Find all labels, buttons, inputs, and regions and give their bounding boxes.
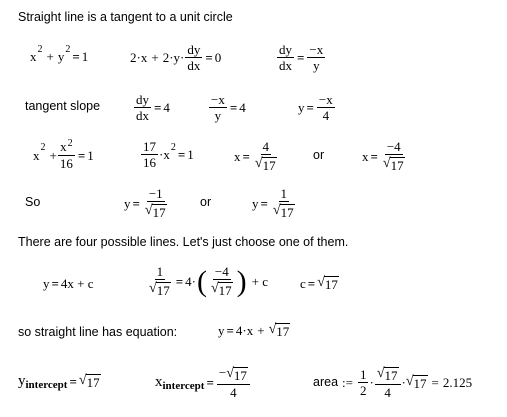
y-positive-solution: y = 1 √ 17 <box>252 186 294 220</box>
substituted-circle: x 2 + $\frac{x^2}{16}$ = 1 <box>33 138 94 171</box>
c-value: c = √ 17 <box>300 275 338 292</box>
slope-equals-four: $\frac{dy}{dx}$ = 4 <box>136 92 170 123</box>
tangent-slope-label: tangent slope <box>25 99 101 113</box>
final-line-equation: y = 4·x + √ 17 <box>218 322 290 339</box>
slope-expression: $\frac{dy}{dx}$ = $\frac{-x}{y}$ <box>279 42 324 73</box>
x-positive-solution: x = 4 √ 17 <box>234 139 276 173</box>
line-equation-label: so straight line has equation: <box>18 325 178 339</box>
combined-equation: $\frac{17}{16}$ · x 2 = 1 <box>143 139 194 170</box>
x-negative-solution: x = −4 √ 17 <box>362 139 404 173</box>
y-intercept: y intercept = √ 17 <box>18 373 100 392</box>
line-general-form: y = 4x + c <box>43 276 94 291</box>
solve-for-c: 1 √ 17 = 4· ( −4 √ 17 ) + c <box>149 264 268 298</box>
worksheet-title: Straight line is a tangent to a unit circle <box>18 10 233 24</box>
x-intercept: x intercept = − √ 17 4 <box>155 366 251 399</box>
four-lines-note: There are four possible lines. Let's just choose one of them. <box>18 235 349 249</box>
implicit-derivative: 2·x + 2·y · $\frac{dy}{dx}$ = 0 <box>130 42 222 73</box>
y-equals-neg-x-over-four: y = $\frac{-x}{4}$ <box>298 92 333 123</box>
or-label: or <box>313 148 325 162</box>
so-label: So <box>25 195 41 209</box>
neg-x-over-y-equals-four: $\frac{-x}{y}$ = 4 <box>211 92 246 123</box>
y-negative-solution: y = −1 √ 17 <box>124 186 166 220</box>
area-computation: area := $\frac{1}{2}$ · √ 17 4 · √ 17 = 2.125 <box>313 366 473 400</box>
circle-equation: x 2 + y 2 = 1 <box>30 43 89 64</box>
or-label-2: or <box>200 195 212 209</box>
